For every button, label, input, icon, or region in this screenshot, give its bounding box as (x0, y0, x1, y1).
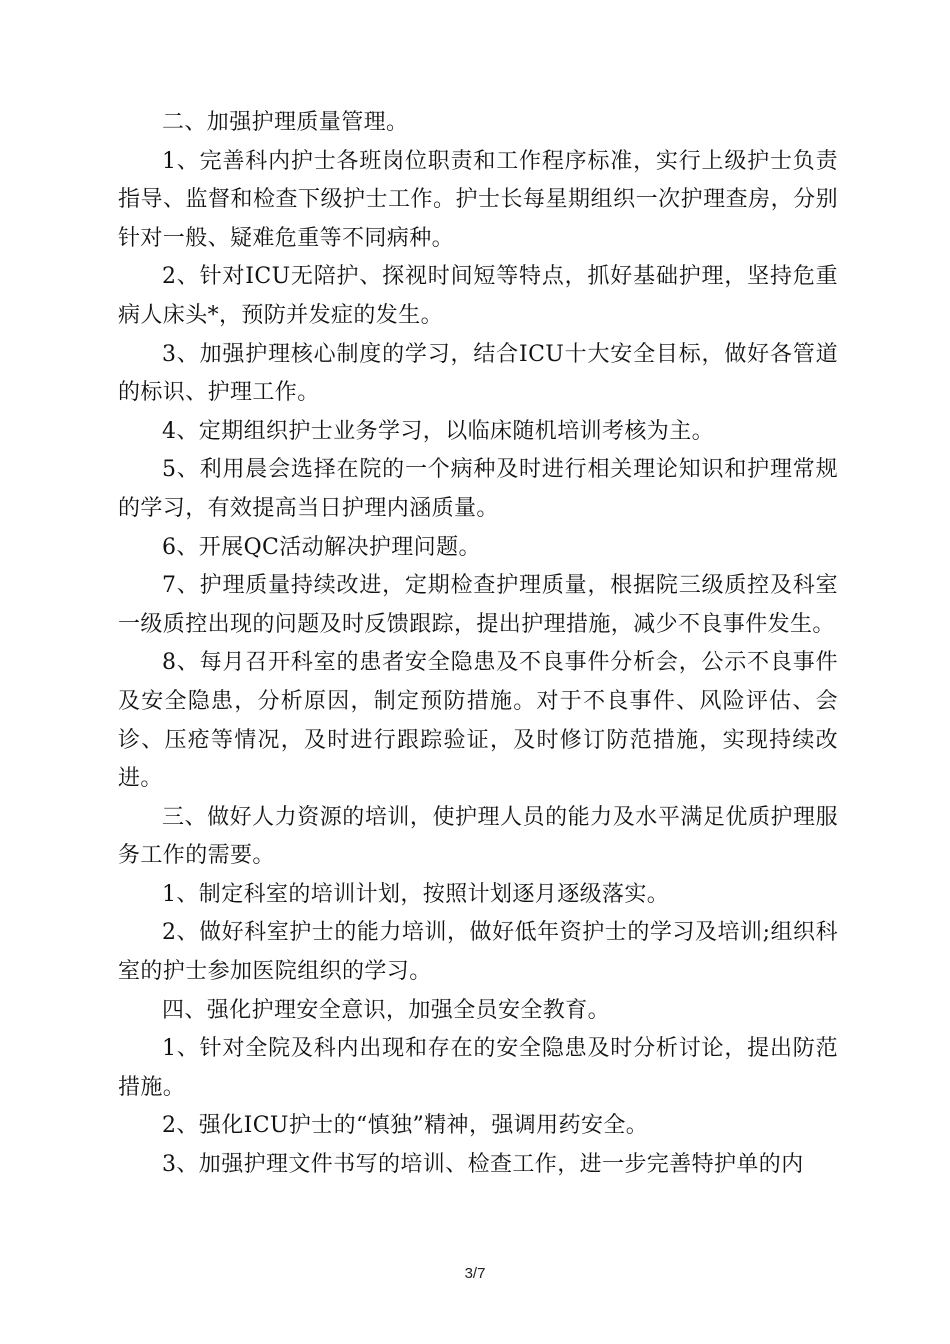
document-body (118, 104, 838, 1185)
paragraph: 1、完善科内护士各班岗位职责和工作程序标准，实行上级护士负责指导、监督和检查下级护士工作。护士长每星期组织一次护理查房，分别针对一般、疑难危重等不同病种。 (118, 148, 838, 251)
section-heading: 二、加强护理质量管理。 (162, 110, 409, 135)
page-number: 3/7 (464, 1265, 486, 1282)
paragraph: 1、制定科室的培训计划，按照计划逐月逐级落实。 (162, 881, 670, 907)
paragraph: 5、利用晨会选择在院的一个病种及时进行相关理论知识和护理常规的学习，有效提高当日护理内涵质量。 (118, 457, 838, 521)
paragraph: 6、开展QC活动解决护理问题。 (162, 534, 481, 560)
paragraph: 2、强化ICU护士的“慎独”精神，强调用药安全。 (162, 1113, 649, 1139)
paragraph: 2、针对ICU无陪护、探视时间短等特点，抓好基础护理，坚持危重病人床头*，预防并发症的发生。 (118, 264, 838, 328)
paragraph: 4、定期组织护士业务学习，以临床随机培训考核为主。 (162, 418, 714, 444)
section-heading: 四、强化护理安全意识，加强全员安全教育。 (162, 997, 611, 1023)
paragraph: 2、做好科室护士的能力培训，做好低年资护士的学习及培训;组织科室的护士参加医院组织的学习。 (118, 920, 838, 985)
paragraph: 3、加强护理核心制度的学习，结合ICU十大安全目标，做好各管道的标识、护理工作。 (118, 341, 838, 406)
paragraph: 1、针对全院及科内出现和存在的安全隐患及时分析讨论，提出防范措施。 (118, 1036, 838, 1100)
paragraph: 7、护理质量持续改进，定期检查护理质量，根据院三级质控及科室一级质控出现的问题及时反馈跟踪，提出护理措施，减少不良事件发生。 (118, 573, 838, 637)
paragraph: 8、每月召开科室的患者安全隐患及不良事件分析会，公示不良事件及安全隐患，分析原因，制定预防措施。对于不良事件、风险评估、会诊、压疮等情况，及时进行跟踪验证，及时修订防范措施，实现持续改进。 (118, 650, 838, 792)
paragraph: 3、加强护理文件书写的培训、检查工作，进一步完善特护单的内 (162, 1152, 804, 1178)
section-heading: 三、做好人力资源的培训，使护理人员的能力及水平满足优质护理服务工作的需要。 (118, 804, 838, 869)
